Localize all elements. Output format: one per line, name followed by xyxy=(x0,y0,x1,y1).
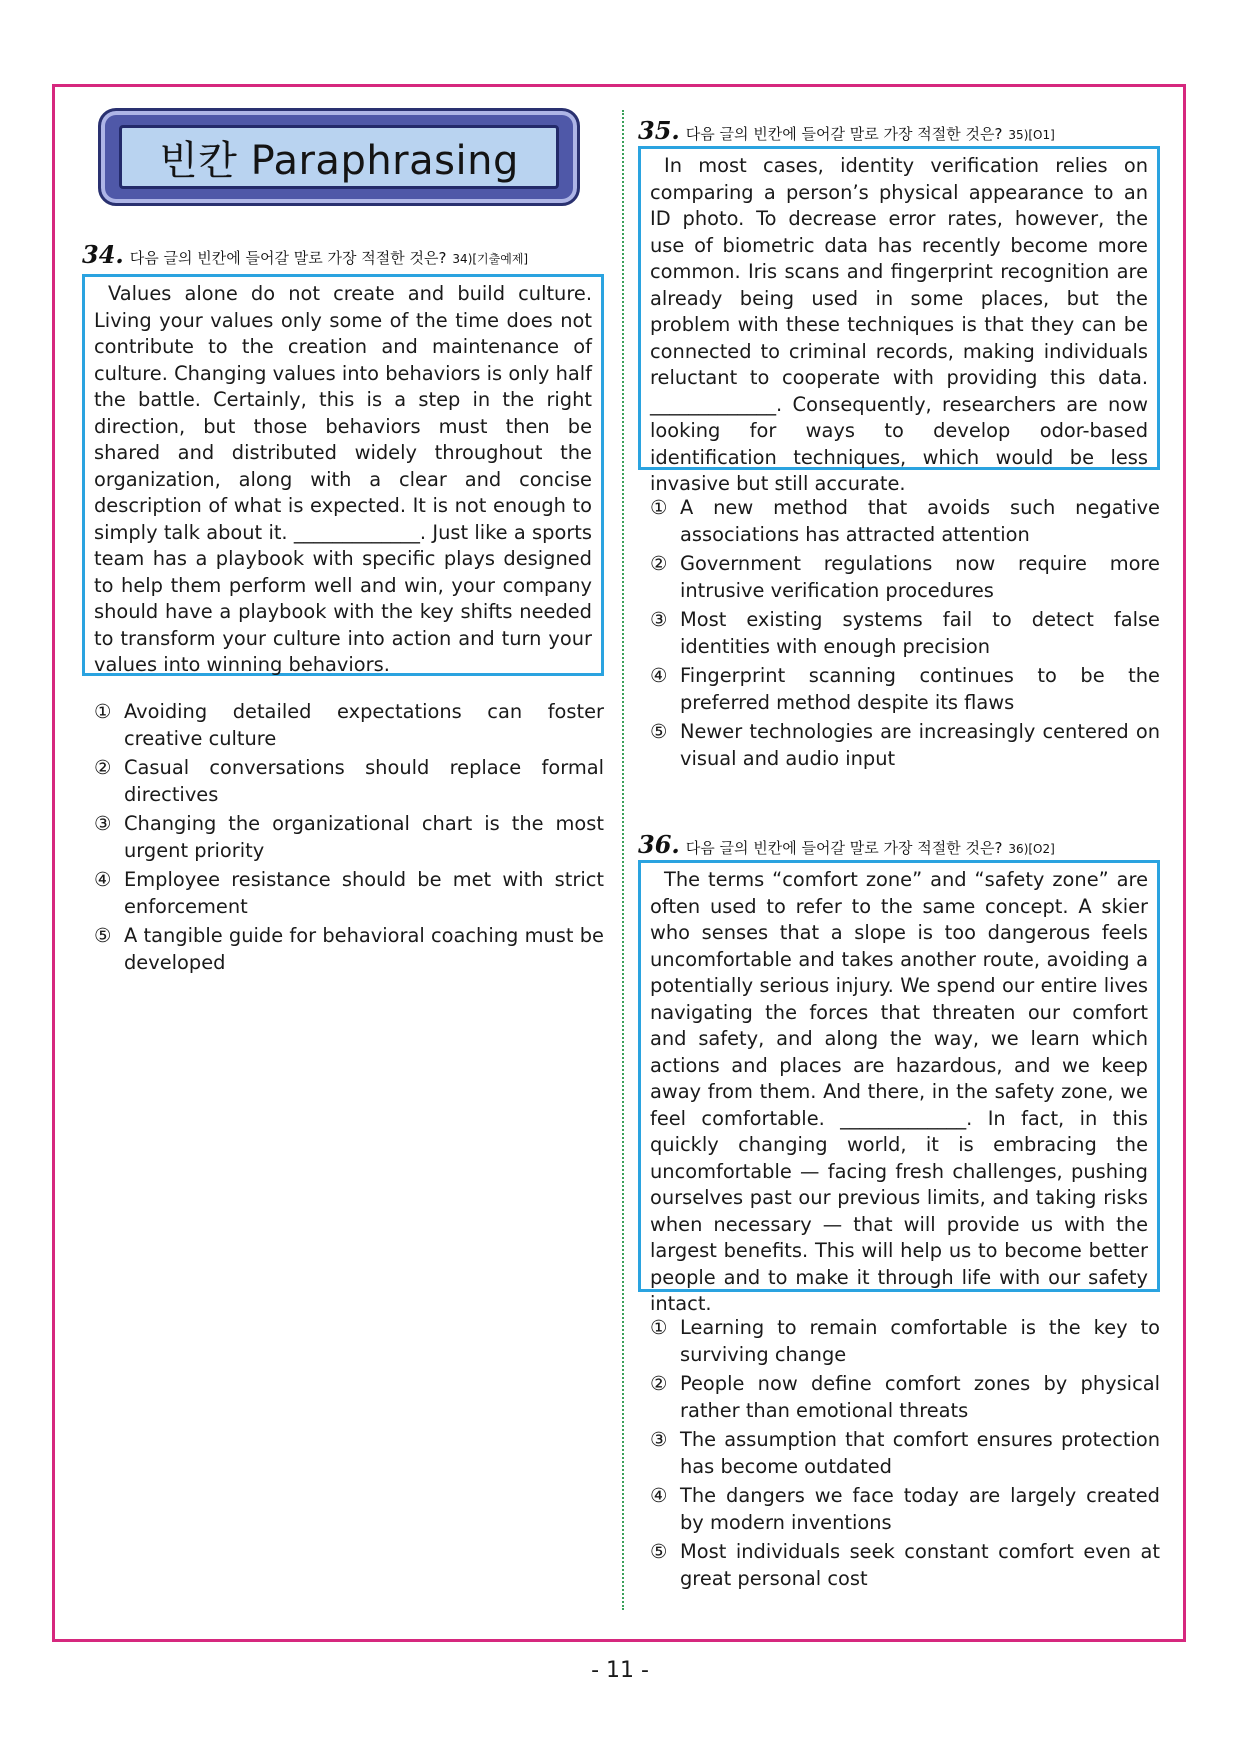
question-36-options xyxy=(650,1314,1160,1594)
question-prompt: 다음 글의 빈칸에 들어갈 말로 가장 적절한 것은? xyxy=(129,249,447,267)
option-mark: ① xyxy=(94,700,112,723)
option-4[interactable] xyxy=(94,866,604,920)
option-mark: ② xyxy=(650,1372,668,1395)
question-34-header xyxy=(82,240,528,269)
option-text: People now define comfort zones by physical rather than emotional threats xyxy=(680,1372,1160,1422)
option-text: A new method that avoids such negative associations has attracted attention xyxy=(680,496,1160,546)
question-34-options xyxy=(94,698,604,978)
question-number: 36. xyxy=(638,830,680,859)
option-mark: ④ xyxy=(94,868,112,891)
option-text: Employee resistance should be met with strict enforcement xyxy=(124,868,604,918)
option-mark: ⑤ xyxy=(650,1540,668,1563)
option-3[interactable] xyxy=(94,810,604,864)
option-text: The assumption that comfort ensures protection has become outdated xyxy=(680,1428,1160,1478)
option-1[interactable] xyxy=(650,1314,1160,1368)
option-text: Casual conversations should replace formal directives xyxy=(124,756,604,806)
option-mark: ③ xyxy=(650,1428,668,1451)
section-banner-inner xyxy=(119,125,559,189)
option-mark: ② xyxy=(94,756,112,779)
question-36-passage xyxy=(638,860,1160,1315)
option-3[interactable] xyxy=(650,1426,1160,1480)
option-1[interactable] xyxy=(650,494,1160,548)
question-35-header xyxy=(638,116,1055,145)
option-text: Fingerprint scanning continues to be the preferred method despite its flaws xyxy=(680,664,1160,714)
question-source: 34)[기출예제] xyxy=(452,252,529,266)
passage-text: In most cases, identity verification relies on comparing a person’s physical appearance to an ID photo. To decrease error rates, however, the use of biometric data has recently become more common. Iris scans and fingerprint recognition are already being used in some places, but the problem with these techniques is that they can be connected to criminal records, making individuals reluctant to cooperate with providing this data. _____________. Consequently, researchers are now looking for ways to develop odor-based identification techniques, which would be less invasive but still accurate. xyxy=(650,154,1148,495)
option-text: Learning to remain comfortable is the key to surviving change xyxy=(680,1316,1160,1366)
section-banner xyxy=(98,108,580,206)
passage-text: The terms “comfort zone” and “safety zone” are often used to refer to the same concept. A skier who senses that a slope is too dangerous feels uncomfortable and takes another route, avoiding a potentially serious injury. We spend our entire lives navigating the forces that threaten our comfort and safety, and along the way, we learn which actions and places are hazardous, and we keep away from them. And there, in the safety zone, we feel comfortable. _____________. In fact, in this quickly changing world, it is embracing the uncomfortable — facing fresh challenges, pushing ourselves past our previous limits, and taking risks when necessary — that will provide us with the largest benefits. This will help us to become better people and to make it through life with our safety intact. xyxy=(650,868,1148,1315)
option-mark: ⑤ xyxy=(650,720,668,743)
question-number: 35. xyxy=(638,116,680,145)
option-text: Newer technologies are increasingly centered on visual and audio input xyxy=(680,720,1160,770)
question-prompt: 다음 글의 빈칸에 들어갈 말로 가장 적절한 것은? xyxy=(685,839,1003,857)
option-mark: ④ xyxy=(650,1484,668,1507)
option-text: Changing the organizational chart is the most urgent priority xyxy=(124,812,604,862)
option-2[interactable] xyxy=(650,550,1160,604)
option-text: The dangers we face today are largely created by modern inventions xyxy=(680,1484,1160,1534)
question-36-header xyxy=(638,830,1055,859)
option-5[interactable] xyxy=(650,1538,1160,1592)
option-text: Avoiding detailed expectations can foster creative culture xyxy=(124,700,604,750)
option-mark: ③ xyxy=(94,812,112,835)
passage-text: Values alone do not create and build culture. Living your values only some of the time does not contribute to the creation and maintenance of culture. Changing values into behaviors is only half the battle. Certainly, this is a step in the right direction, but those behaviors must then be shared and distributed widely throughout the organization, along with a clear and concise description of what is expected. It is not enough to simply talk about it. _____________. Just like a sports team has a playbook with specific plays designed to help them perform well and win, your company should have a playbook with the key shifts needed to transform your culture into action and turn your values into winning behaviors. xyxy=(94,282,592,676)
option-5[interactable] xyxy=(650,718,1160,772)
question-34-passage xyxy=(82,274,604,676)
question-35-options xyxy=(650,494,1160,774)
option-text: Government regulations now require more intrusive verification procedures xyxy=(680,552,1160,602)
question-35-passage xyxy=(638,146,1160,495)
option-mark: ⑤ xyxy=(94,924,112,947)
question-prompt: 다음 글의 빈칸에 들어갈 말로 가장 적절한 것은? xyxy=(685,125,1003,143)
option-text: Most existing systems fail to detect false identities with enough precision xyxy=(680,608,1160,658)
option-5[interactable] xyxy=(94,922,604,976)
section-title: 빈칸 Paraphrasing xyxy=(159,137,519,184)
option-mark: ④ xyxy=(650,664,668,687)
question-source: 36)[O2] xyxy=(1008,842,1055,856)
option-4[interactable] xyxy=(650,1482,1160,1536)
question-source: 35)[O1] xyxy=(1008,128,1055,142)
option-text: A tangible guide for behavioral coaching must be developed xyxy=(124,924,604,974)
option-text: Most individuals seek constant comfort even at great personal cost xyxy=(680,1540,1160,1590)
option-2[interactable] xyxy=(94,754,604,808)
page-number: - 11 - xyxy=(591,1658,649,1683)
option-mark: ① xyxy=(650,496,668,519)
option-1[interactable] xyxy=(94,698,604,752)
question-number: 34. xyxy=(82,240,124,269)
column-divider xyxy=(622,110,624,1610)
option-3[interactable] xyxy=(650,606,1160,660)
option-mark: ① xyxy=(650,1316,668,1339)
option-4[interactable] xyxy=(650,662,1160,716)
option-mark: ② xyxy=(650,552,668,575)
option-2[interactable] xyxy=(650,1370,1160,1424)
option-mark: ③ xyxy=(650,608,668,631)
